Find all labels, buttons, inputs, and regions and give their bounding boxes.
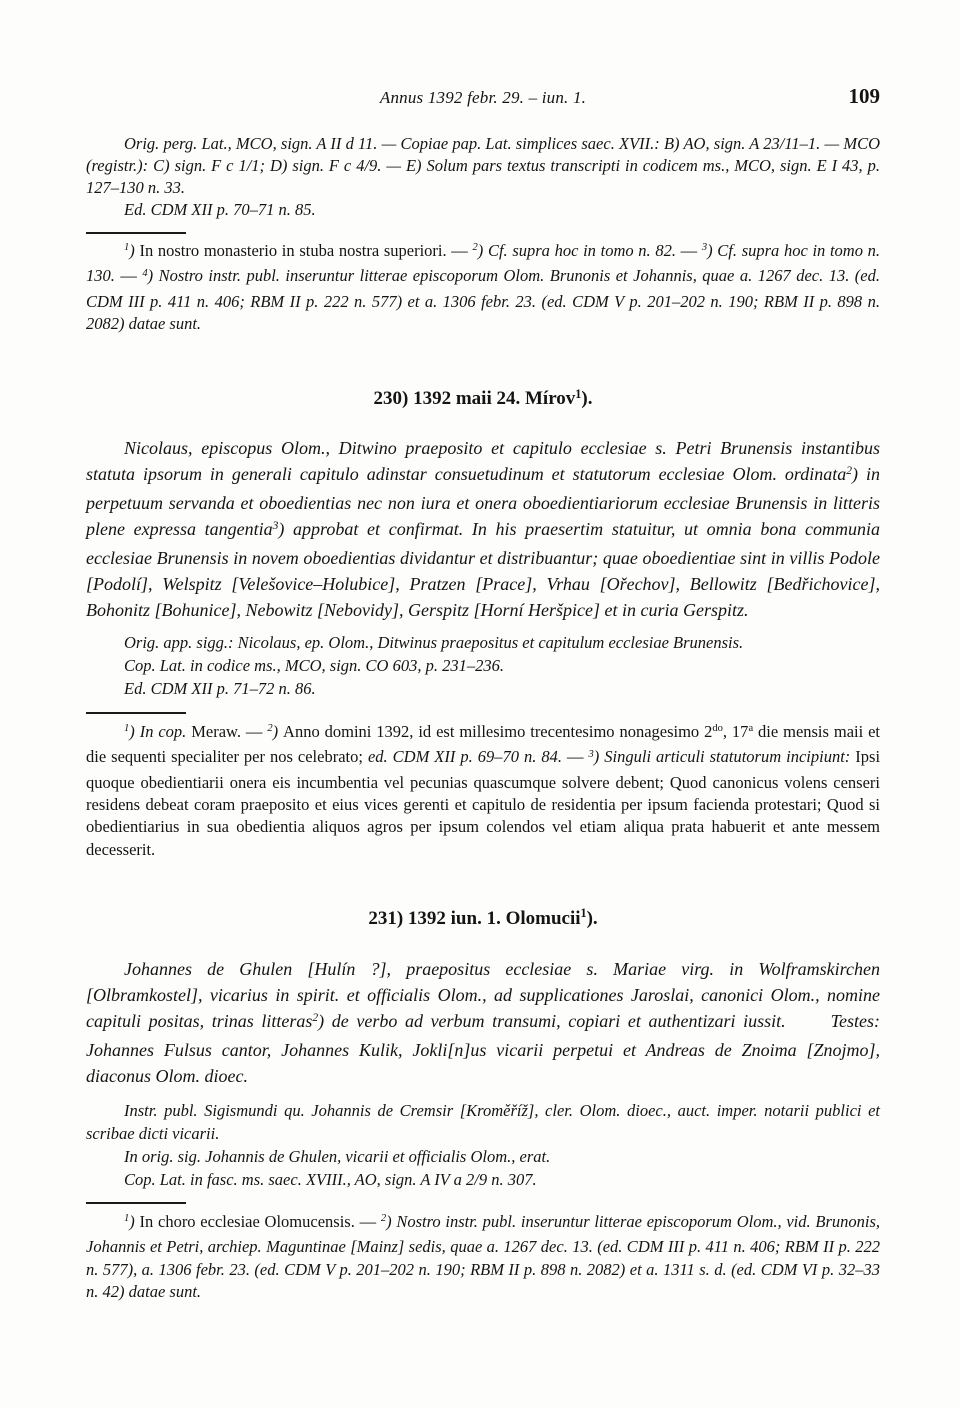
footnote-separator (86, 712, 186, 714)
apparatus-line: Ed. CDM XII p. 71–72 n. 86. (124, 679, 316, 699)
entry-heading: 230) 1392 maii 24. Mírov$^1$). (373, 386, 593, 410)
regest-paragraph: Nicolaus, episcopus Olom., Ditwino praeposito et capitulo ecclesiae s. Petri Brunensis instantibus statuta ipsorum in generali capitulo adinstar consuetudinum et statutorum ecclesiae Olom. ordinata$^2$) in perpetuum servanda et oboedientias nec non iura et onera oboedientiariorum ecclesiae Brunensis in litteris plene expressa tangentia$^3$) approbat et confirmat. In his praesertim statuitur, ut omnia bona communia ecclesiae Brunensis in novem oboedientias dividantur et distribuantur; quae oboedientiae sint in villis Podole [Podolí], Welspitz [Velešovice–Holubice], Pratzen [Prace], Vrhau [Ořechov], Bellowitz [Bedřichovice], Bohonitz [Bohunice], Nebowitz [Nebovidy], Gerspitz [Horní Heršpice] et in curia Gerspitz. (86, 438, 880, 621)
top-continuation-section (86, 133, 880, 335)
footnote-separator (86, 232, 186, 234)
apparatus-line: In orig. sig. Johannis de Ghulen, vicarii et officialis Olom., erat. (124, 1146, 551, 1166)
footnotes-paragraph: $^1$) In nostro monasterio in stuba nostra superiori. — $^2$) Cf. supra hoc in tomo n. 82. — $^3$) Cf. supra hoc in tomo n. 130. — $^4$) Nostro instr. publ. inseruntur litterae episcoporum Olom. Brunonis et Johannis, quae a. 1267 dec. 13. (ed. CDM III p. 411 n. 406; RBM II p. 222 n. 577) et a. 1306 febr. 23. (ed. CDM V p. 201–202 n. 190; RBM II p. 898 n. 2082) datae sunt. (86, 241, 881, 333)
apparatus-line: Instr. publ. Sigismundi qu. Johannis de Cremsir [Kroměříž], cler. Olom. dioec., auct. imper. notarii publici et scribae dicti vicarii. (86, 1100, 880, 1143)
edition-note: Ed. CDM XII p. 70–71 n. 85. (124, 200, 316, 219)
entry-230 (86, 387, 880, 861)
apparatus-line: Orig. app. sigg.: Nicolaus, ep. Olom., Ditwinus praepositus et capitulum ecclesiae Brunensis. (124, 633, 744, 653)
footnotes-paragraph: $^1$) In cop. Meraw. — $^2$) Anno domini 1392, id est millesimo trecentesimo nonagesimo $2^{do}$, 17$^a$ die mensis maii et die sequenti specialiter per nos celebrato; ed. CDM XII p. 69–70 n. 84. — $^3$) Singuli articuli statutorum incipiunt: Ipsi quoque obedientiarii onera eis incumbentia vel pecunias quascumque solvere debent; Quod canonicus volens censeri residens debeat coram praeposito et eius vices gerenti et capitulo de residentia per ipsum facienda protestari; Quod si obedientiarius in sua obedientia aliquos agros per ipsum colendos vel etiam aliqua prata habuerit et ante messem decesserit. (86, 722, 881, 859)
apparatus-line: Cop. Lat. in fasc. ms. saec. XVIII., AO, sign. A IV a 2/9 n. 307. (124, 1169, 537, 1189)
regest-paragraph: Johannes de Ghulen [Hulín ?], praepositus ecclesiae s. Mariae virg. in Wolframskirchen [Olbramkostel], vicarius in spirit. et officialis Olom., ad supplicationes Jaroslai, canonici Olom., nomine capituli positas, trinas litteras$^2$) de verbo ad verbum transumi, copiari et authentizari iussit. Testes: Johannes Fulsus cantor, Johannes Kulik, Jokli[n]us vicarii perpetui et Andreas de Znoima [Znojmo], diaconus Olom. dioec. (86, 958, 880, 1086)
entry-231 (86, 907, 880, 1303)
entry-heading: 231) 1392 iun. 1. Olomucii$^1$). (368, 906, 598, 929)
page-header (86, 86, 880, 110)
apparatus-block (86, 1099, 880, 1191)
apparatus-block (86, 631, 880, 700)
footnotes-paragraph: $^1$) In choro ecclesiae Olomucensis. — $^2$) Nostro instr. publ. inseruntur litterae episcoporum Olom., vid. Brunonis, Johannis et Petri, archiep. Maguntinae [Mainz] sedis, quae a. 1267 dec. 13. (ed. CDM III p. 411 n. 406; RBM II p. 222 n. 577), a. 1306 febr. 23. (ed. CDM V p. 201–202 n. 190; RBM II p. 898 n. 2082) et a. 1311 s. d. (ed. CDM VI p. 32–33 n. 42) datae sunt. (86, 1211, 880, 1301)
apparatus-line: Cop. Lat. in codice ms., MCO, sign. CO 603, p. 231–236. (124, 656, 504, 676)
footnote-separator (86, 1202, 186, 1204)
page-number: 109 (848, 84, 880, 108)
running-title: Annus 1392 febr. 29. – iun. 1. (379, 88, 587, 107)
source-note: Orig. perg. Lat., MCO, sign. A II d 11. — Copiae pap. Lat. simplices saec. XVII.: B) AO, sign. A 23/11–1. — MCO (registr.): C) sign. F c 1/1; D) sign. F c 4/9. — E) Solum pars textus transcripti in codicem ms., MCO, sign. E I 43, p. 127–130 n. 33. (86, 134, 880, 197)
